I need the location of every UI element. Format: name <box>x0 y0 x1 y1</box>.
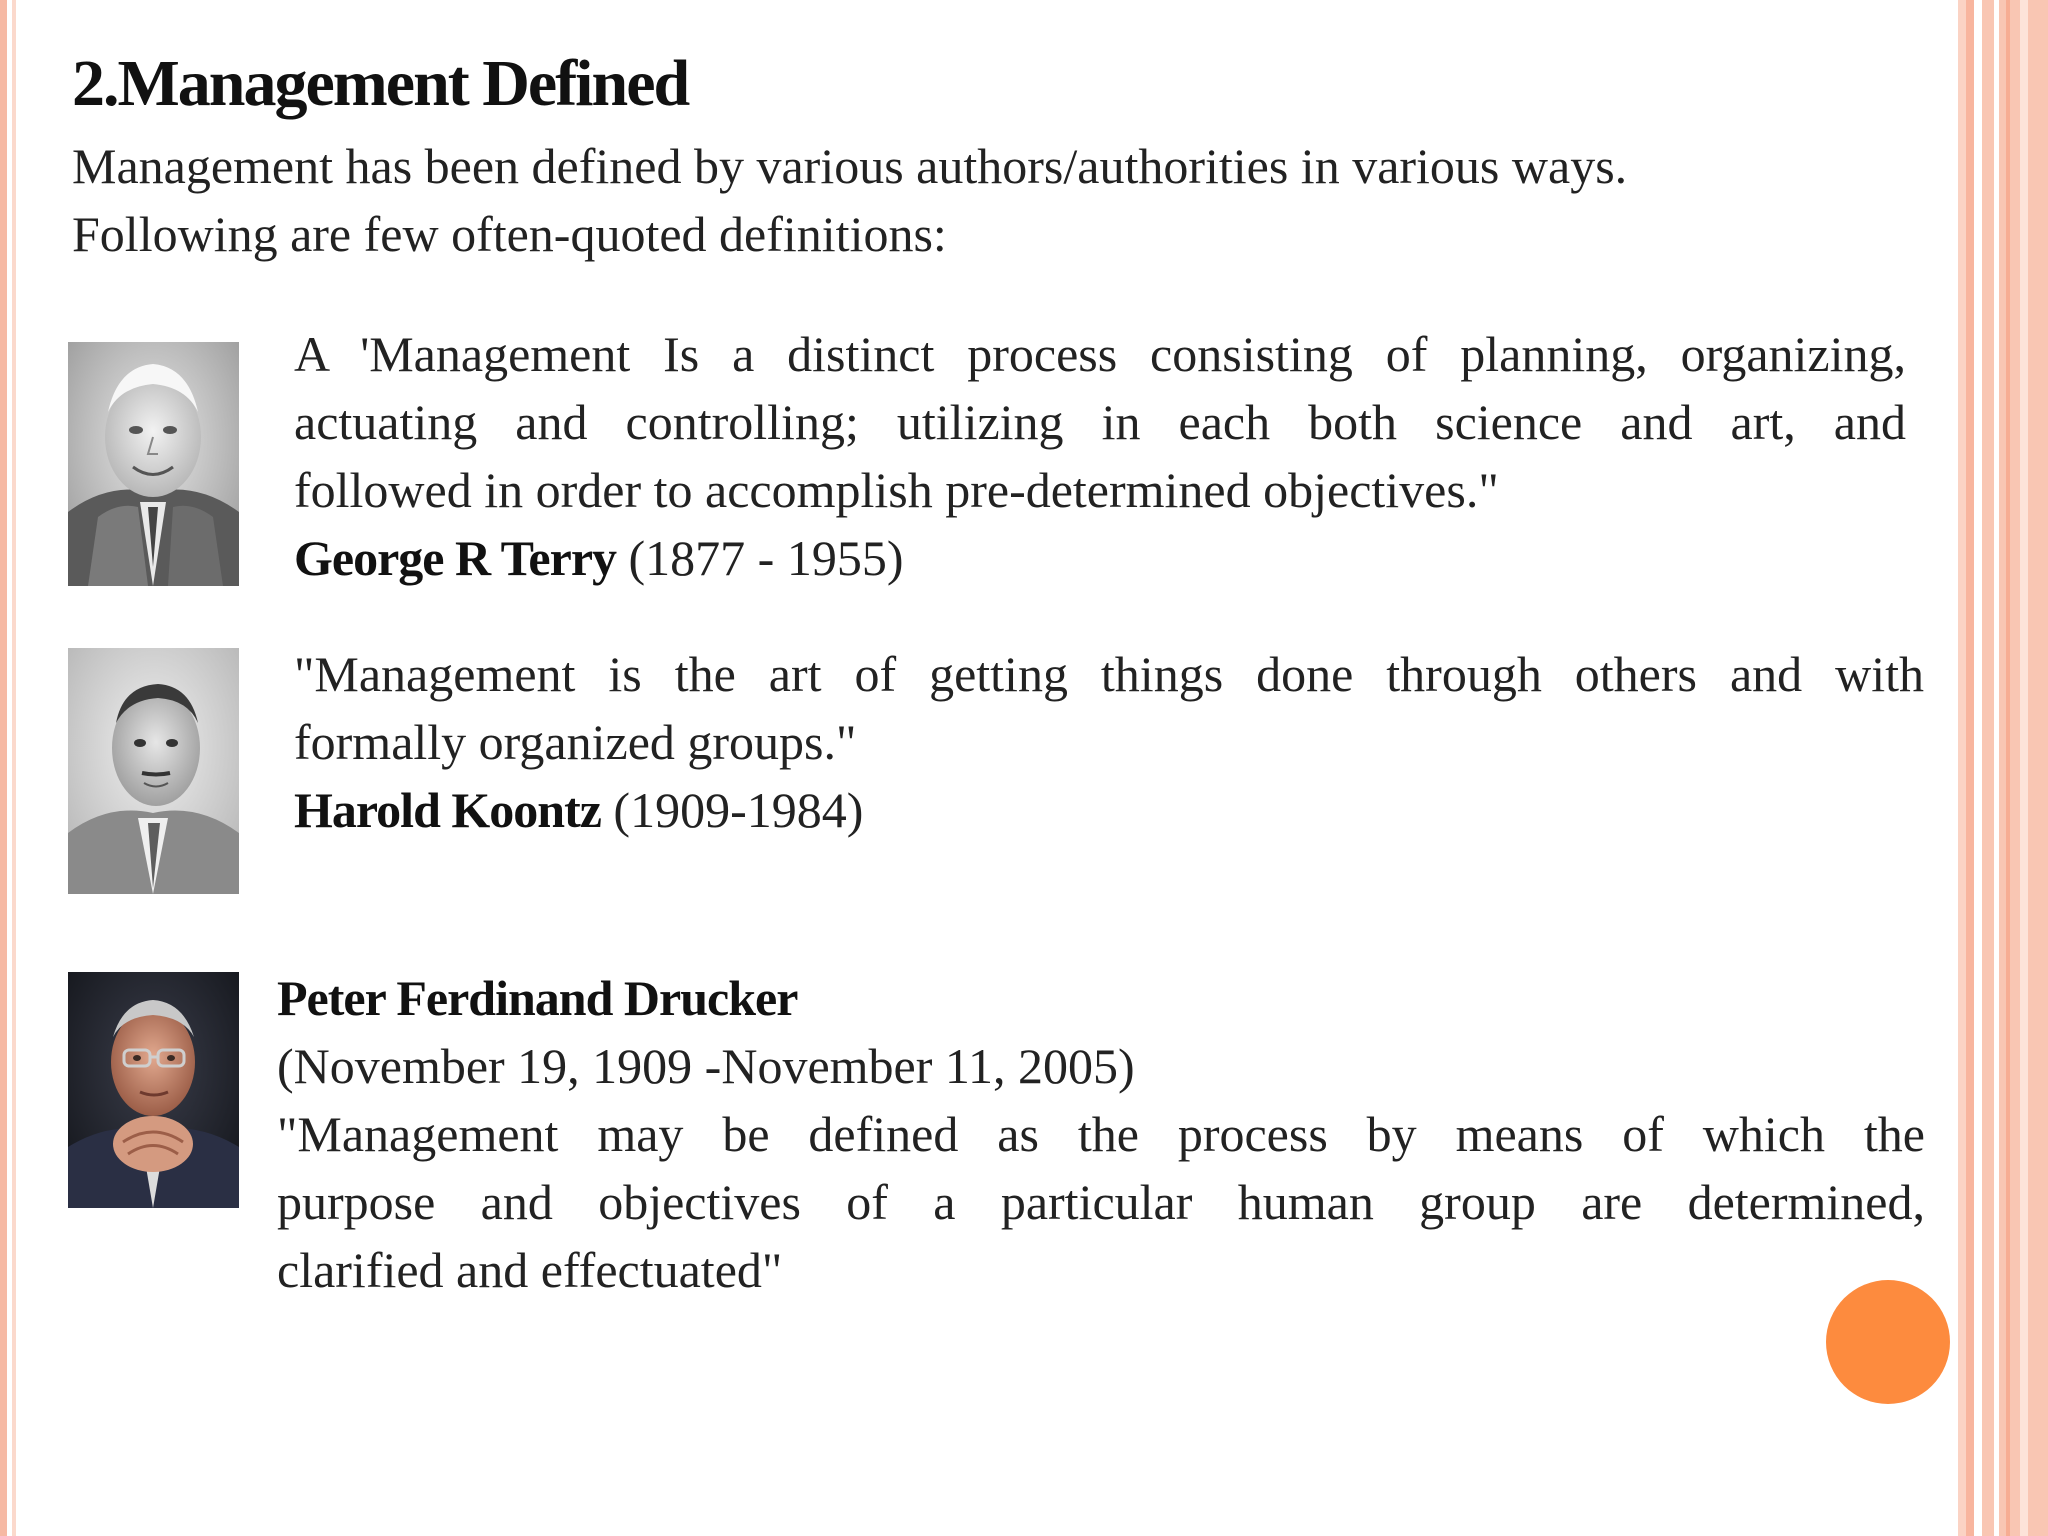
definition-quote-koontz <box>294 640 1924 844</box>
quote-line: actuating and controlling; utilizing in each both science and art, and <box>294 394 1906 450</box>
definition-quote-terry <box>294 320 1906 592</box>
quote-line: formally organized groups." <box>294 714 857 770</box>
quote-attribution <box>294 524 1906 592</box>
right-border-stripe <box>1994 0 1999 1536</box>
right-border-stripe <box>2020 0 2028 1536</box>
author-years: (1877 - 1955) <box>628 530 904 586</box>
portrait-george-r-terry <box>68 342 239 586</box>
right-border-stripe <box>1966 0 1974 1536</box>
intro-line: Management has been defined by various authors/authorities in various ways. <box>72 138 1628 194</box>
author-years: (November 19, 1909 -November 11, 2005) <box>277 1038 1135 1094</box>
definition-quote-drucker <box>277 964 1925 1304</box>
author-years: (1909-1984) <box>613 782 864 838</box>
right-border-stripe <box>1982 0 2048 1536</box>
left-border-stripe <box>0 0 7 1536</box>
portrait-harold-koontz <box>68 648 239 894</box>
right-border-stripe <box>1974 0 1982 1536</box>
portrait-peter-drucker <box>68 972 239 1208</box>
quote-line: "Management may be defined as the process by means of which the <box>277 1106 1925 1162</box>
right-border-stripe <box>2006 0 2010 1536</box>
quote-line: A 'Management Is a distinct process consisting of planning, organizing, <box>294 326 1906 382</box>
quote-line: "Management is the art of getting things done through others and with <box>294 646 1924 702</box>
intro-paragraph <box>72 132 1932 268</box>
quote-line: clarified and effectuated" <box>277 1242 783 1298</box>
right-border-stripe <box>1958 0 1966 1536</box>
author-name: George R Terry <box>294 530 617 586</box>
orange-circle-decoration <box>1826 1280 1950 1404</box>
intro-line: Following are few often-quoted definitions: <box>72 206 947 262</box>
quote-line: followed in order to accomplish pre-determined objectives." <box>294 462 1499 518</box>
slide-title: 2.Management Defined <box>72 47 689 120</box>
left-border-stripe-inner <box>12 0 16 1536</box>
quote-line: purpose and objectives of a particular human group are determined, <box>277 1174 1925 1230</box>
author-name: Peter Ferdinand Drucker <box>277 970 798 1026</box>
quote-attribution <box>294 776 1924 844</box>
author-name: Harold Koontz <box>294 782 601 838</box>
